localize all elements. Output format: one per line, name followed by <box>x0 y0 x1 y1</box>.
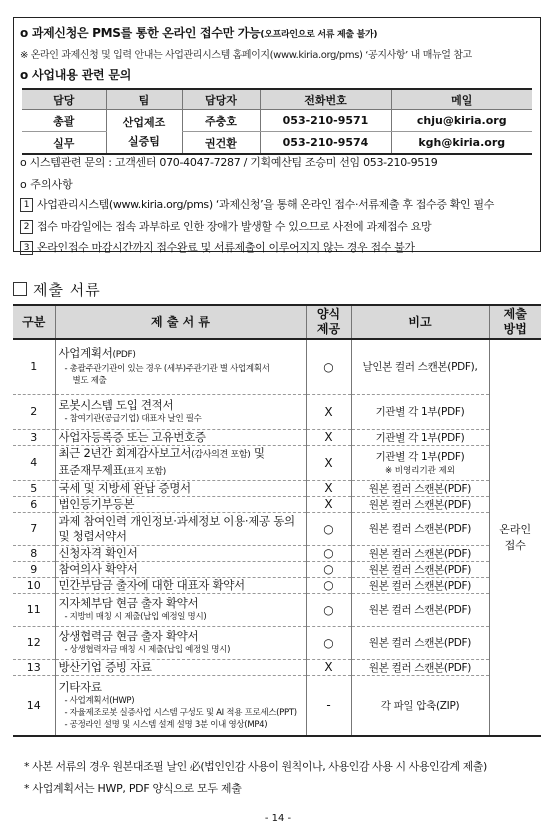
document-name-line2: 표준재무제표(표지 포함) <box>58 462 166 477</box>
table-row <box>13 394 541 429</box>
system-inquiry: o 시스템관련 문의 : 고객센터 070-4047-7287 / 기획예산팀 조승미 선임 053-210-9519 <box>20 156 438 169</box>
contact-person: 권건환 <box>182 132 260 155</box>
notice-item <box>20 196 494 212</box>
notice-text: 사업관리시스템(www.kiria.org/pms) ‘과제신청’을 통해 온라인 접수·서류제출 후 접수증 확인 필수 <box>37 198 494 211</box>
online-application-note: ※ 온라인 과제신청 및 입력 안내는 사업관리시스템 홈페이지(www.kiria.org/pms) ‘공지사항’ 내 매뉴얼 참고 <box>20 50 472 61</box>
table-row <box>13 512 541 545</box>
page-number: - 14 - <box>264 813 292 824</box>
document-name: 상생협력금 현금 출자 확약서 <box>58 629 199 643</box>
footnote: * 사업계획서는 HWP, PDF 양식으로 모두 제출 <box>24 782 242 795</box>
remark: 원본 컬러 스캔본(PDF) <box>351 480 489 496</box>
header-role: 담당 <box>22 89 106 110</box>
table-row <box>13 429 541 445</box>
document-name: 로봇시스템 도입 견적서 <box>58 398 174 412</box>
contact-table <box>22 88 532 155</box>
remark: 원본 컬러 스캔본(PDF) <box>351 593 489 626</box>
document-note: - 사업계획서(HWP) <box>64 695 135 706</box>
form-provided: ○ <box>306 593 351 626</box>
form-provided: ○ <box>306 577 351 593</box>
document-cell <box>55 675 306 736</box>
contact-person: 주충호 <box>182 110 260 132</box>
form-provided: ○ <box>306 339 351 394</box>
remark: 원본 컬러 스캔본(PDF) <box>351 545 489 561</box>
notice-text: 온라인접수 마감시간까지 접수완료 및 서류제출이 이루어지지 않는 경우 접수 불가 <box>37 241 415 254</box>
header-remark: 비고 <box>351 305 489 339</box>
notice-item <box>20 239 415 255</box>
contact-role: 총괄 <box>22 110 106 132</box>
form-provided: X <box>306 429 351 445</box>
remark-cell <box>351 445 489 480</box>
document-cell <box>55 626 306 659</box>
row-number: 5 <box>13 480 55 496</box>
remark-note: ※ 비영리기관 제외 <box>384 466 455 476</box>
contact-email[interactable]: chju@kiria.org <box>391 110 532 132</box>
header-method: 제출 방법 <box>489 305 541 339</box>
table-row <box>13 577 541 593</box>
document-name: 신청자격 확인서 <box>55 545 306 561</box>
row-number: 2 <box>13 394 55 429</box>
document-note: - 참여기관(공급기업) 대표자 날인 필수 <box>64 414 202 424</box>
header-no: 구분 <box>13 305 55 339</box>
row-number: 3 <box>13 429 55 445</box>
document-cell <box>55 445 306 480</box>
document-cell <box>55 512 306 545</box>
contact-team: 산업제조 실증팀 <box>106 110 182 155</box>
footnote: * 사본 서류의 경우 원본대조필 날인 必(법인인감 사용이 원칙이나, 사용인감 사용 시 사용인감계 제출) <box>24 760 487 773</box>
contact-email[interactable]: kgh@kiria.org <box>391 132 532 155</box>
document-note: - 자율제조로봇 실증사업 시스템 구성도 및 AI 적용 프로세스(PPT) <box>64 707 297 718</box>
table-row <box>13 480 541 496</box>
document-name: 과제 참여인력 개인정보·과세정보 이용·제공 동의 <box>58 513 295 528</box>
table-row <box>13 445 541 480</box>
table-row <box>13 496 541 512</box>
row-number: 10 <box>13 577 55 593</box>
row-number: 7 <box>13 512 55 545</box>
header-team: 팀 <box>106 89 182 110</box>
remark: 원본 컬러 스캔본(PDF) <box>351 496 489 512</box>
form-provided: X <box>306 394 351 429</box>
row-number: 4 <box>13 445 55 480</box>
row-number: 11 <box>13 593 55 626</box>
document-name: 법인등기부등본 <box>55 496 306 512</box>
document-name-line2: 및 청렴서약서 <box>58 528 127 543</box>
row-number: 13 <box>13 659 55 675</box>
remark: 각 파일 압축(ZIP) <box>351 675 489 736</box>
application-info-box <box>13 17 541 252</box>
table-row <box>13 659 541 675</box>
header-phone: 전화번호 <box>260 89 391 110</box>
document-note: - 공정라인 설명 및 시스템 설계 설명 3분 이내 영상(MP4) <box>64 719 268 730</box>
document-name: 최근 2년간 회계감사보고서(감사의견 포함) 및 <box>58 445 265 460</box>
row-number: 12 <box>13 626 55 659</box>
document-name: 사업계획서(PDF) <box>58 346 136 361</box>
row-number: 14 <box>13 675 55 736</box>
form-provided: ○ <box>306 545 351 561</box>
remark: 원본 컬러 스캔본(PDF) <box>351 626 489 659</box>
contact-row <box>22 110 532 132</box>
document-cell <box>55 394 306 429</box>
section-title <box>13 279 101 300</box>
document-note: - 총괄주관기관이 있는 경우 (세부)주관기관 별 사업계획서 <box>64 364 270 375</box>
remark: 기관별 각 1부(PDF) <box>375 451 465 463</box>
document-note: - 상생협력자금 매칭 시 제출(납입 예정일 명시) <box>64 645 231 655</box>
document-cell <box>55 339 306 394</box>
row-number: 6 <box>13 496 55 512</box>
document-name: 지자체부담 현금 출자 확약서 <box>58 596 199 610</box>
apply-method-note: (오프라인으로 서류 제출 불가) <box>260 30 378 40</box>
remark: 원본 컬러 스캔본(PDF) <box>351 577 489 593</box>
remark: 원본 컬러 스캔본(PDF) <box>351 659 489 675</box>
document-name: 민간부담금 출자에 대한 대표자 확약서 <box>55 577 306 593</box>
form-provided: X <box>306 445 351 480</box>
notice-number-box: 1 <box>20 198 33 212</box>
remark: 원본 컬러 스캔본(PDF) <box>351 512 489 545</box>
form-provided: X <box>306 496 351 512</box>
table-row <box>13 593 541 626</box>
document-note: 별도 제출 <box>72 376 107 387</box>
submission-documents-table <box>13 304 541 737</box>
document-name: 방산기업 증빙 자료 <box>55 659 306 675</box>
contact-role: 실무 <box>22 132 106 155</box>
remark: 원본 컬러 스캔본(PDF) <box>351 561 489 577</box>
notice-text: 접수 마감일에는 접속 과부하로 인한 장애가 발생할 수 있으므로 사전에 과제접수 요망 <box>37 220 432 233</box>
contact-phone: 053-210-9574 <box>260 132 391 155</box>
document-name: 사업자등록증 또는 고유번호증 <box>55 429 306 445</box>
row-number: 1 <box>13 339 55 394</box>
submission-method: 온라인 접수 <box>489 339 541 736</box>
table-row <box>13 675 541 736</box>
header-form-provided: 양식 제공 <box>306 305 351 339</box>
contact-header-row <box>22 89 532 110</box>
contact-row <box>22 132 532 155</box>
apply-method-title <box>20 24 377 41</box>
square-bullet-icon <box>13 282 27 296</box>
document-note: - 지방비 매칭 시 제출(납입 예정일 명시) <box>64 612 207 622</box>
notice-number-box: 3 <box>20 241 33 255</box>
row-number: 9 <box>13 561 55 577</box>
notice-title: o 주의사항 <box>20 178 73 191</box>
remark: 날인본 컬러 스캔본(PDF), <box>351 339 489 394</box>
header-document: 제 출 서 류 <box>55 305 306 339</box>
document-name: 기타자료 <box>58 679 102 694</box>
table-row <box>13 339 541 394</box>
docs-header-row <box>13 305 541 339</box>
table-row <box>13 561 541 577</box>
remark: 기관별 각 1부(PDF) <box>351 429 489 445</box>
document-name: 국세 및 지방세 완납 증명서 <box>55 480 306 496</box>
form-provided: X <box>306 659 351 675</box>
remark: 기관별 각 1부(PDF) <box>351 394 489 429</box>
apply-method-text: o 과제신청은 PMS를 통한 온라인 접수만 가능 <box>20 26 261 40</box>
form-provided: ○ <box>306 512 351 545</box>
form-provided: - <box>306 675 351 736</box>
form-provided: ○ <box>306 561 351 577</box>
business-inquiry-title: o 사업내용 관련 문의 <box>20 68 132 82</box>
header-person: 담당자 <box>182 89 260 110</box>
form-provided: ○ <box>306 626 351 659</box>
document-name: 참여의사 확약서 <box>55 561 306 577</box>
table-row <box>13 626 541 659</box>
section-title-text: 제출 서류 <box>33 281 101 299</box>
row-number: 8 <box>13 545 55 561</box>
document-cell <box>55 593 306 626</box>
notice-number-box: 2 <box>20 220 33 234</box>
table-row <box>13 545 541 561</box>
notice-item <box>20 218 431 234</box>
contact-phone: 053-210-9571 <box>260 110 391 132</box>
form-provided: X <box>306 480 351 496</box>
header-email: 메일 <box>391 89 532 110</box>
